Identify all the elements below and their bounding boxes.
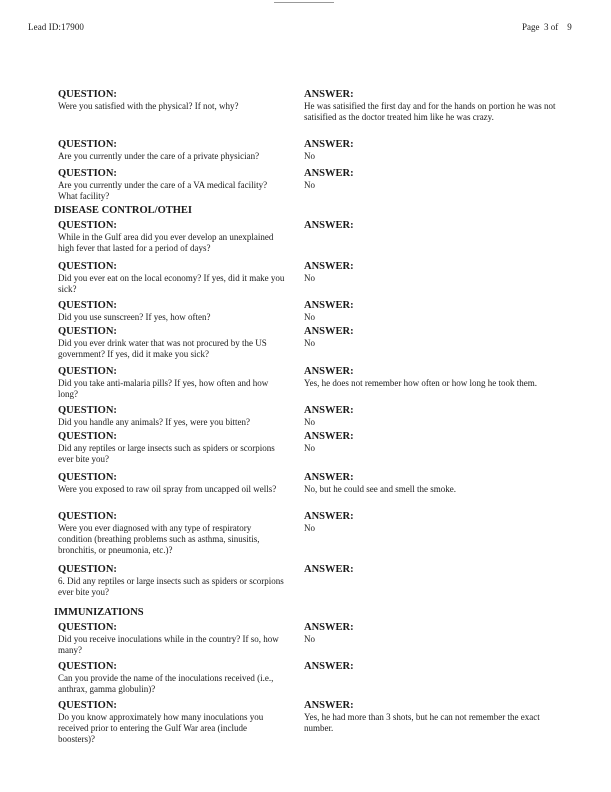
page-current: 3 <box>544 22 549 32</box>
question-label: QUESTION: <box>58 366 117 377</box>
section-heading-immunizations: IMMUNIZATIONS <box>54 607 144 618</box>
qa-item <box>58 430 578 471</box>
answer-block <box>304 563 564 576</box>
answer-text: No <box>304 273 315 283</box>
answer-text: Yes, he does not remember how often or how long he took them. <box>304 378 538 388</box>
question-text: Were you satisfied with the physical? If not, why? <box>58 101 239 111</box>
question-text: Are you currently under the care of a private physician? <box>58 151 260 161</box>
question-text: While in the Gulf area did you ever develop an unexplained high fever that lasted for a period of days? <box>58 232 274 254</box>
answer-text: No <box>304 151 315 161</box>
answer-block <box>304 621 564 645</box>
qa-item <box>58 88 578 138</box>
answer-block <box>304 138 564 162</box>
answer-block <box>304 404 564 428</box>
answer-block <box>304 430 564 454</box>
qa-item <box>58 621 578 660</box>
answer-label: ANSWER: <box>304 139 354 150</box>
answer-label: ANSWER: <box>304 261 354 272</box>
question-block <box>58 510 286 557</box>
answer-text: He was satisified the first day and for the hands on portion he was not satisified as the doctor treated him like he was crazy. <box>304 101 556 123</box>
question-block <box>58 471 286 495</box>
qa-item <box>58 660 578 699</box>
question-text: Do you know approximately how many inoculations you received prior to entering the Gulf War area (include boosters)? <box>58 712 264 745</box>
qa-item <box>58 404 578 430</box>
question-label: QUESTION: <box>58 564 117 575</box>
question-label: QUESTION: <box>58 326 117 337</box>
answer-label: ANSWER: <box>304 220 354 231</box>
lead-id: Lead ID:17900 <box>28 22 85 32</box>
answer-block <box>304 471 564 495</box>
question-block <box>58 325 286 360</box>
qa-item <box>58 510 578 563</box>
question-label: QUESTION: <box>58 511 117 522</box>
page-label: Page <box>522 22 540 32</box>
question-label: QUESTION: <box>58 405 117 416</box>
answer-text: No <box>304 338 315 348</box>
answer-label: ANSWER: <box>304 168 354 179</box>
answer-label: ANSWER: <box>304 511 354 522</box>
page-total: 9 <box>567 22 572 32</box>
answer-block <box>304 167 564 191</box>
question-text: Did you take anti-malaria pills? If yes, how often and how long? <box>58 378 269 400</box>
question-block <box>58 88 286 112</box>
qa-item <box>58 365 578 404</box>
answer-block <box>304 660 564 673</box>
question-block <box>58 430 286 465</box>
qa-item <box>58 299 578 325</box>
question-block <box>58 404 286 428</box>
answer-block <box>304 88 564 123</box>
question-label: QUESTION: <box>58 472 117 483</box>
question-label: QUESTION: <box>58 139 117 150</box>
question-text: Are you currently under the care of a VA medical facility? What facility? <box>58 180 268 202</box>
section-heading-disease-control: DISEASE CONTROL/OTHEI <box>54 205 192 216</box>
question-label: QUESTION: <box>58 700 117 711</box>
answer-label: ANSWER: <box>304 622 354 633</box>
qa-item <box>58 471 578 510</box>
answer-label: ANSWER: <box>304 431 354 442</box>
question-block <box>58 138 286 162</box>
answer-label: ANSWER: <box>304 366 354 377</box>
question-label: QUESTION: <box>58 220 117 231</box>
question-label: QUESTION: <box>58 300 117 311</box>
question-block <box>58 260 286 295</box>
question-label: QUESTION: <box>58 261 117 272</box>
question-block <box>58 699 286 746</box>
answer-block <box>304 365 564 389</box>
document-body <box>0 88 611 749</box>
question-label: QUESTION: <box>58 622 117 633</box>
question-label: QUESTION: <box>58 168 117 179</box>
qa-item <box>58 167 578 204</box>
question-text: Can you provide the name of the inoculations received (i.e., anthrax, gamma globulin)? <box>58 673 274 695</box>
answer-label: ANSWER: <box>304 405 354 416</box>
question-text: Did you ever eat on the local economy? If yes, did it make you sick? <box>58 273 285 295</box>
question-label: QUESTION: <box>58 431 117 442</box>
answer-text: Yes, he had more than 3 shots, but he can not remember the exact number. <box>304 712 540 734</box>
question-label: QUESTION: <box>58 661 117 672</box>
answer-label: ANSWER: <box>304 300 354 311</box>
question-block <box>58 167 286 202</box>
question-text: Were you exposed to raw oil spray from uncapped oil wells? <box>58 484 277 494</box>
answer-block <box>304 510 564 534</box>
answer-block <box>304 699 564 734</box>
answer-label: ANSWER: <box>304 700 354 711</box>
answer-block <box>304 299 564 323</box>
question-block <box>58 219 286 254</box>
question-text: Did you handle any animals? If yes, were you bitten? <box>58 417 250 427</box>
answer-label: ANSWER: <box>304 564 354 575</box>
question-text: Were you ever diagnosed with any type of respiratory condition (breathing problems such as asthma, sinusitis, bronchitis, or pneumonia, etc.)? <box>58 523 260 556</box>
answer-text: No <box>304 523 315 533</box>
question-text: Did any reptiles or large insects such as spiders or scorpions ever bite you? <box>58 443 275 465</box>
question-block <box>58 365 286 400</box>
answer-block <box>304 260 564 284</box>
question-text: 6. Did any reptiles or large insects such as spiders or scorpions ever bite you? <box>58 576 284 598</box>
question-label: QUESTION: <box>58 89 117 100</box>
question-block <box>58 563 286 598</box>
qa-item <box>58 325 578 365</box>
qa-item <box>58 219 578 260</box>
qa-item <box>58 699 578 749</box>
answer-block <box>304 219 564 232</box>
question-block <box>58 299 286 323</box>
answer-label: ANSWER: <box>304 472 354 483</box>
page-of: of <box>550 22 559 32</box>
answer-block <box>304 325 564 349</box>
question-block <box>58 621 286 656</box>
answer-text: No <box>304 417 315 427</box>
qa-item <box>58 260 578 299</box>
question-text: Did you use sunscreen? If yes, how often? <box>58 312 211 322</box>
header-rule <box>274 2 334 3</box>
qa-item <box>58 563 578 606</box>
qa-item <box>58 138 578 167</box>
answer-text: No, but he could see and smell the smoke. <box>304 484 456 494</box>
page-number <box>522 22 572 32</box>
answer-label: ANSWER: <box>304 89 354 100</box>
question-text: Did you ever drink water that was not procured by the US government? If yes, did it make you sick? <box>58 338 267 360</box>
question-block <box>58 660 286 695</box>
answer-text: No <box>304 312 315 322</box>
answer-label: ANSWER: <box>304 326 354 337</box>
answer-text: No <box>304 634 315 644</box>
answer-text: No <box>304 180 315 190</box>
answer-label: ANSWER: <box>304 661 354 672</box>
answer-text: No <box>304 443 315 453</box>
question-text: Did you receive inoculations while in the country? If so, how many? <box>58 634 279 656</box>
